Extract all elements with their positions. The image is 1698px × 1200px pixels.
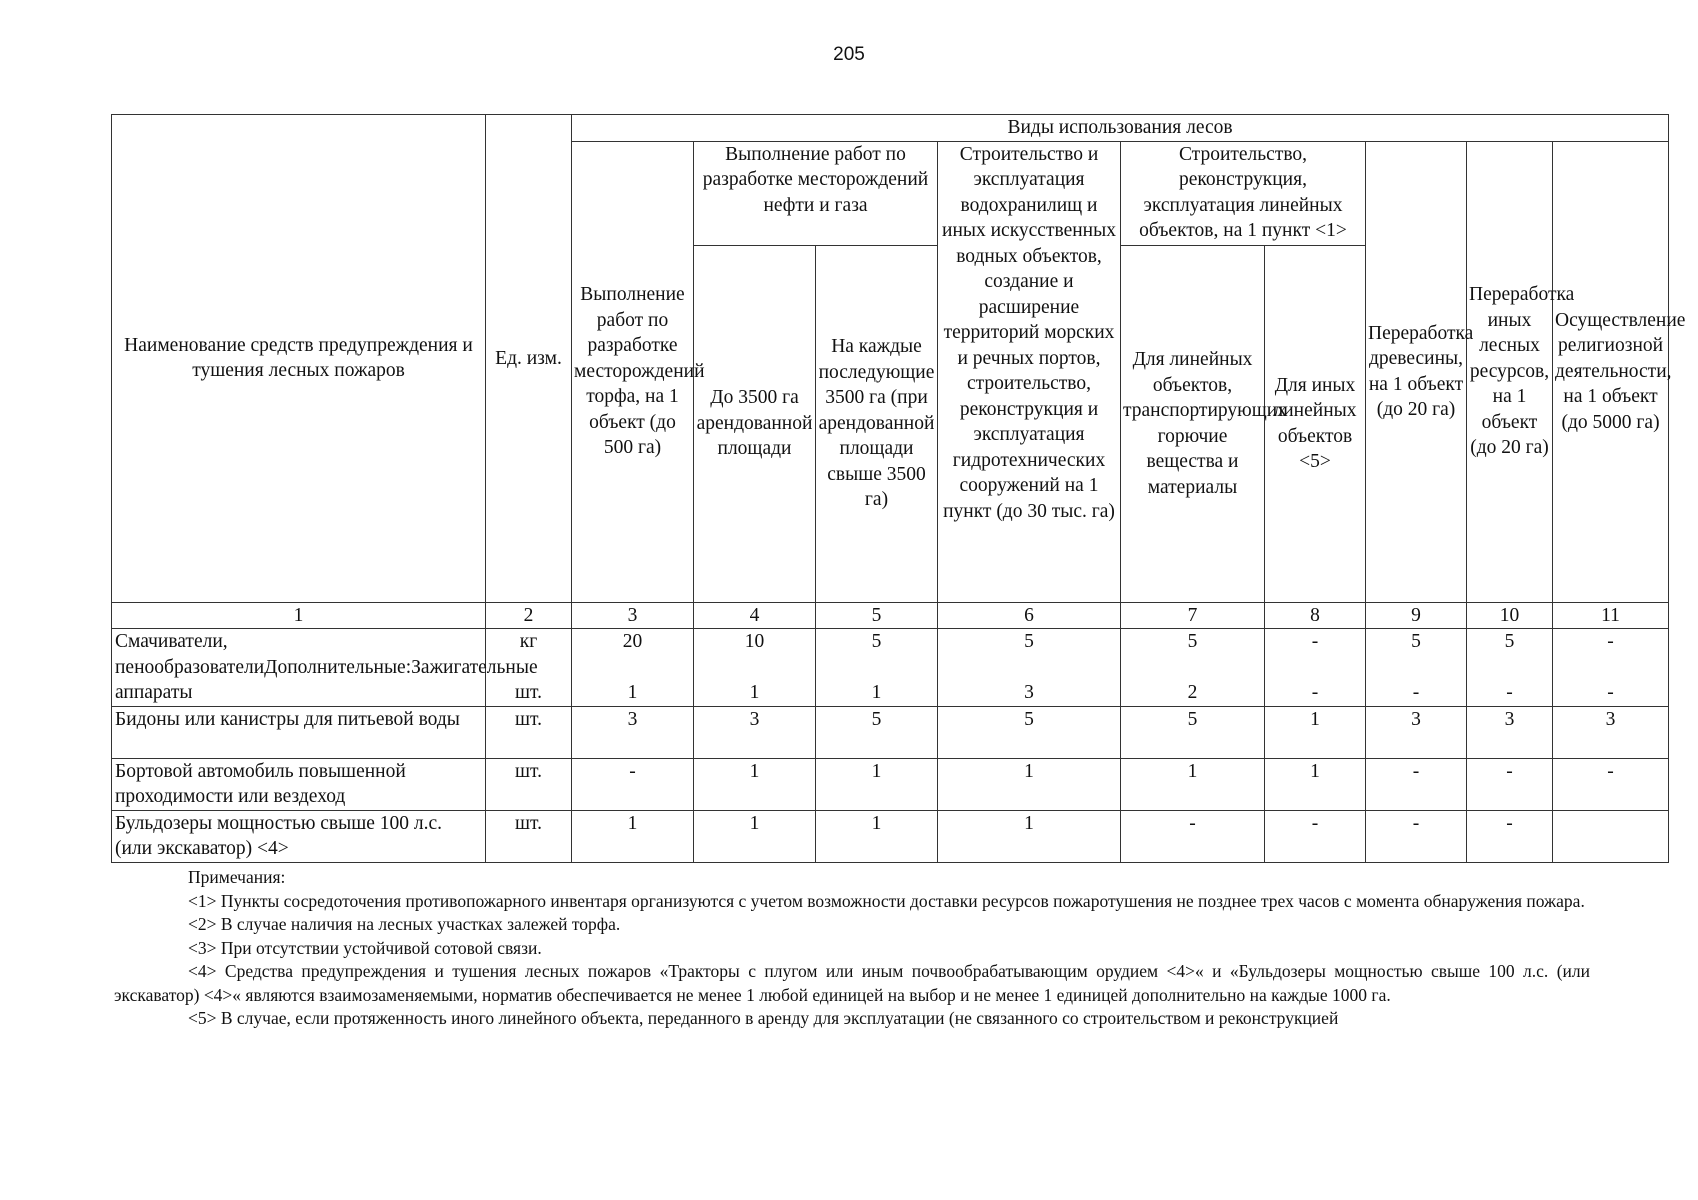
value-line: 1 (1024, 760, 1034, 782)
value-line: 2 (1187, 682, 1198, 703)
fire-equipment-norms-table (111, 114, 1686, 863)
value-line (1123, 655, 1262, 681)
value-line: 5 (1024, 708, 1034, 730)
value-line: 5 (871, 631, 882, 652)
value-cell (1553, 810, 1669, 862)
value-line: 1 (871, 760, 882, 782)
value-cell (1265, 629, 1366, 707)
value-cell (1121, 629, 1265, 707)
value-line: 20 (622, 631, 643, 652)
column-number: 1 (112, 602, 486, 629)
value-cell (1265, 706, 1366, 758)
value-cell (1265, 810, 1366, 862)
table-body (112, 629, 1669, 863)
equipment-name-cell (112, 758, 486, 810)
column-numbers-row (112, 602, 1669, 629)
page-number: 205 (833, 44, 865, 65)
value-cell (1265, 758, 1366, 810)
value-line: - (1311, 812, 1319, 834)
value-line: - (1311, 682, 1319, 703)
unit-cell (486, 758, 572, 810)
value-line (574, 655, 691, 681)
value-line: - (629, 760, 636, 782)
value-cell (1366, 629, 1467, 707)
notes-section (114, 866, 1590, 1031)
column-number: 2 (486, 602, 572, 629)
value-cell (938, 810, 1121, 862)
column-number: 9 (1366, 602, 1467, 629)
column-number: 6 (938, 602, 1121, 629)
value-cell (694, 629, 816, 707)
value-cell (1553, 758, 1669, 810)
value-line: 1 (749, 812, 760, 834)
value-cell (1467, 706, 1553, 758)
note-item: <3> При отсутствии устойчивой сотовой связи. (188, 937, 542, 958)
value-line: 5 (1411, 631, 1421, 652)
value-line: 1 (749, 682, 760, 703)
value-line: 3 (1024, 682, 1034, 703)
equipment-name-line: Смачиватели, пенообразователи (115, 631, 265, 678)
column-number: 11 (1553, 602, 1669, 629)
value-line: - (1506, 682, 1513, 703)
column-number: 4 (694, 602, 816, 629)
equipment-name-line: Бульдозеры мощностью свыше 100 л.с. (или экскаватор) <4> (115, 812, 443, 859)
value-line: 1 (1310, 760, 1320, 782)
value-cell (1121, 810, 1265, 862)
header-col8-other-linear: Для иных линейных объектов <5> (1265, 245, 1366, 602)
value-line: 3 (1605, 708, 1616, 730)
value-cell (694, 810, 816, 862)
header-unit: Ед. изм. (486, 115, 572, 603)
value-cell (1553, 706, 1669, 758)
column-number: 8 (1265, 602, 1366, 629)
value-line (1368, 655, 1464, 681)
value-line (1469, 655, 1550, 681)
header-forest-use-types: Виды использования лесов (572, 115, 1669, 142)
value-cell (1121, 706, 1265, 758)
equipment-name-cell (112, 706, 486, 758)
value-cell (1553, 629, 1669, 707)
unit-cell (486, 810, 572, 862)
value-line: 5 (1187, 631, 1198, 652)
value-line (1267, 655, 1363, 681)
value-cell (572, 629, 694, 707)
value-line: 1 (627, 682, 638, 703)
value-line: 10 (744, 631, 765, 652)
value-line: 1 (1310, 708, 1320, 730)
value-line (940, 655, 1118, 681)
note-item: <4> Средства предупреждения и тушения лесных пожаров «Тракторы с плугом или иным почвообрабатывающим орудием <4>« и «Бульдозеры мощностью свыше 100 л.с. (или экскаватор) <4>« являются взаимозаменяемыми, норматив обеспечивается не менее 1 любой единицей на выбор и не менее 1 единицей дополнительно на каждые 1000 га. (114, 961, 1590, 1005)
equipment-name-line: Бортовой автомобиль повышенной проходимости или вездеход (115, 760, 406, 807)
value-cell (1467, 629, 1553, 707)
value-line: 5 (871, 708, 882, 730)
value-cell (1366, 758, 1467, 810)
value-cell (1366, 810, 1467, 862)
value-line (1555, 655, 1666, 681)
value-line: 3 (1504, 708, 1515, 730)
equipment-name-line: Дополнительные: (264, 656, 412, 678)
header-col7-flammable: Для линейных объектов, транспортирующих горючие вещества и материалы (1121, 245, 1265, 602)
table-row (112, 758, 1669, 810)
header-name: Наименование средств предупреждения и тушения лесных пожаров (112, 115, 486, 603)
unit-line: шт. (515, 760, 542, 782)
value-line: - (1506, 760, 1513, 782)
unit-line: кг (519, 631, 538, 652)
value-line: 3 (749, 708, 760, 730)
value-line: - (1607, 631, 1614, 652)
value-line: 5 (1504, 631, 1515, 652)
value-cell (694, 758, 816, 810)
header-col6-reservoirs: Строительство и эксплуатация водохранилищ и иных искусственных водных объектов, создание и расширение территорий морских и речных портов, строительство, реконструкция и эксплуатация гидротехнических сооружений на 1 пункт (до 30 тыс. га) (938, 141, 1121, 602)
unit-line: шт. (515, 812, 542, 834)
value-line (1555, 811, 1666, 837)
value-cell (816, 706, 938, 758)
value-cell (694, 706, 816, 758)
column-number: 7 (1121, 602, 1265, 629)
value-line: 3 (627, 708, 638, 730)
unit-cell (486, 706, 572, 758)
note-item: <2> В случае наличия на лесных участках залежей торфа. (188, 914, 621, 934)
unit-line: шт. (515, 682, 542, 703)
value-cell (1366, 706, 1467, 758)
column-number: 10 (1467, 602, 1553, 629)
header-col5-each-next-3500: На каждые последующие 3500 га (при арендованной площади свыше 3500 га) (816, 245, 938, 602)
value-line: - (1412, 812, 1420, 834)
value-cell (816, 629, 938, 707)
value-cell (938, 629, 1121, 707)
value-cell (1467, 758, 1553, 810)
value-line: 1 (1187, 760, 1198, 782)
note-item: <5> В случае, если протяженность иного линейного объекта, переданного в аренду для эксплуатации (не связанного со строительством и реконструкцией (188, 1008, 1339, 1028)
table-row (112, 810, 1669, 862)
value-line: - (1506, 812, 1513, 834)
notes-title: Примечания: (188, 867, 286, 887)
value-cell (572, 810, 694, 862)
value-cell (816, 758, 938, 810)
table-row (112, 706, 1669, 758)
header-linear-objects: Строительство, реконструкция, эксплуатация линейных объектов, на 1 пункт <1> (1121, 141, 1366, 245)
table-row (112, 629, 1669, 707)
value-cell (816, 810, 938, 862)
value-line (818, 655, 935, 681)
value-line: - (1412, 682, 1420, 703)
value-line: - (1189, 812, 1196, 834)
column-number: 3 (572, 602, 694, 629)
header-col11-religious: Осуществление религиозной деятельности, на 1 объект (до 5000 га) (1553, 141, 1669, 602)
value-line: 1 (871, 682, 882, 703)
value-line: 3 (1411, 708, 1421, 730)
value-line: 1 (627, 812, 638, 834)
value-cell (572, 706, 694, 758)
value-line: 1 (1024, 812, 1034, 834)
equipment-name-cell (112, 810, 486, 862)
value-line: - (1607, 682, 1614, 703)
value-line: 5 (1024, 631, 1034, 652)
header-col3-peat: Выполнение работ по разработке месторождений торфа, на 1 объект (до 500 га) (572, 141, 694, 602)
header-col9-wood-processing: Переработка древесины, на 1 объект (до 20 га) (1366, 141, 1467, 602)
value-cell (1467, 810, 1553, 862)
note-item: <1> Пункты сосредоточения противопожарного инвентаря организуются с учетом возможности доставки ресурсов пожаротушения не позднее трех часов с момента обнаружения пожара. (188, 890, 1585, 911)
unit-line: шт. (515, 708, 542, 730)
header-col10-other-resources: Переработка иных лесных ресурсов, на 1 объект (до 20 га) (1467, 141, 1553, 602)
header-col4-up-to-3500: До 3500 га арендованной площади (694, 245, 816, 602)
value-cell (938, 706, 1121, 758)
value-cell (1121, 758, 1265, 810)
equipment-name-line: Бидоны или канистры для питьевой воды (115, 708, 460, 730)
value-line: 5 (1187, 708, 1198, 730)
value-cell (572, 758, 694, 810)
value-line: - (1607, 760, 1614, 782)
value-line: 1 (871, 812, 882, 834)
header-oil-gas: Выполнение работ по разработке месторождений нефти и газа (694, 141, 938, 245)
equipment-name-line: Зажигательные аппараты (115, 656, 538, 703)
value-cell (938, 758, 1121, 810)
value-line (696, 655, 813, 681)
value-line: - (1311, 631, 1319, 652)
value-line: 1 (749, 760, 760, 782)
value-line: - (1412, 760, 1420, 782)
column-number: 5 (816, 602, 938, 629)
